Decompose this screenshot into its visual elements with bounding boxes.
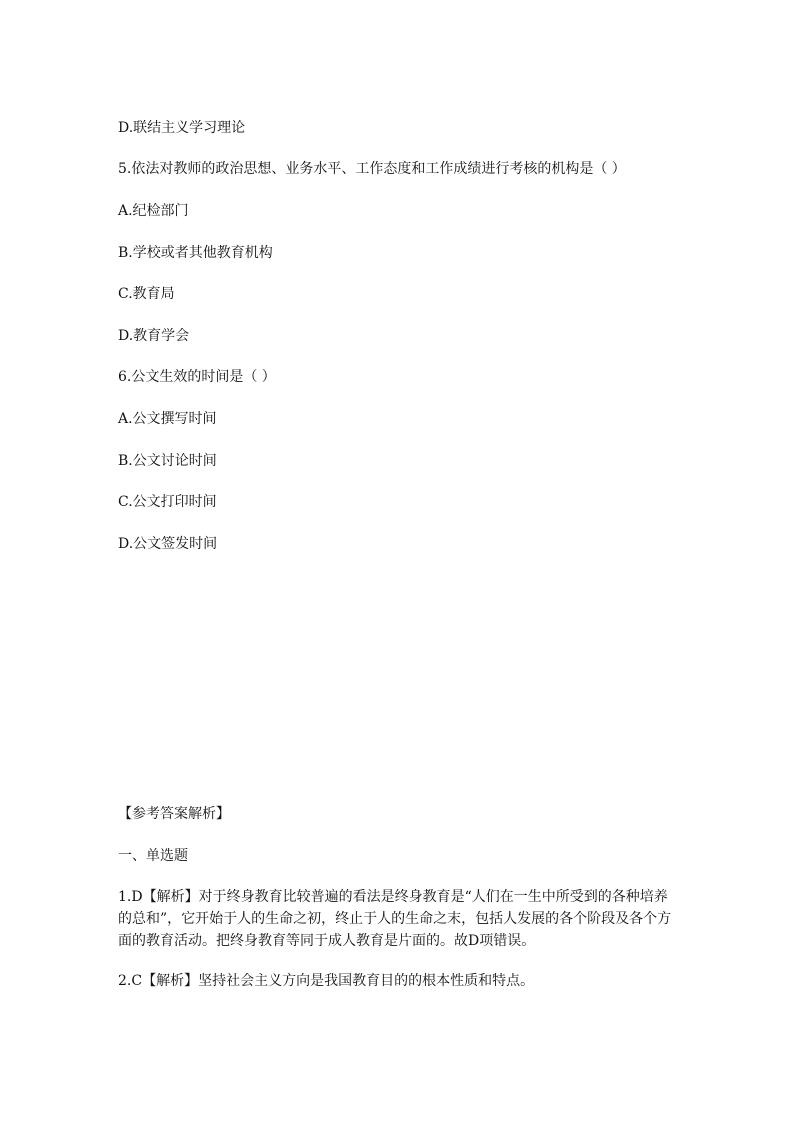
answers-title: 【参考答案解析】 — [118, 806, 230, 822]
q5-option-c: C.教育局 — [118, 286, 175, 302]
q6-option-c: C.公文打印时间 — [118, 494, 217, 510]
q6-option-d: D.公文签发时间 — [118, 536, 218, 552]
q5-option-a: A.纪检部门 — [118, 203, 189, 219]
answers-section-heading: 一、单选题 — [118, 848, 188, 864]
q4-option-d: D.联结主义学习理论 — [118, 120, 246, 136]
answer-item-1: 1.D【解析】对于终身教育比较普遍的看法是终身教育是“人们在一生中所受到的各种培养的总和”，它开始于人的生命之初，终止于人的生命之末，包括人发展的各个阶段及各个方面的教育活动。把终身教育等同于成人教育是片面的。故D项错误。 — [118, 889, 672, 949]
answer-item-2: 2.C【解析】坚持社会主义方向是我国教育目的的根本性质和特点。 — [118, 973, 535, 989]
q6-option-b: B.公文讨论时间 — [118, 453, 217, 469]
q5-option-b: B.学校或者其他教育机构 — [118, 245, 273, 261]
q5-option-d: D.教育学会 — [118, 328, 190, 344]
q5-stem: 5.依法对教师的政治思想、业务水平、工作态度和工作成绩进行考核的机构是（ ） — [118, 161, 626, 177]
q6-stem: 6.公文生效的时间是（ ） — [118, 369, 276, 385]
q6-option-a: A.公文撰写时间 — [118, 411, 217, 427]
